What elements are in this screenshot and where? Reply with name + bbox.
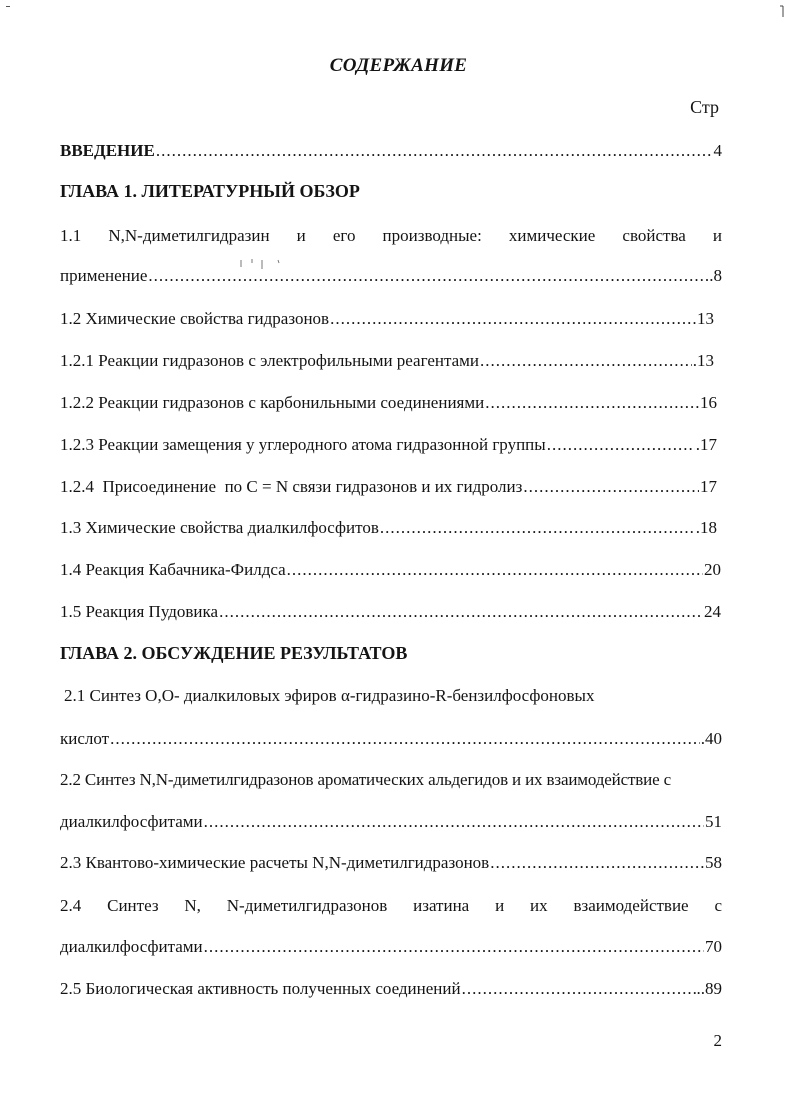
toc-entry-2-1-line2[interactable]: [60, 728, 722, 750]
leader-dots: [204, 936, 704, 958]
scan-mark: [6, 6, 10, 7]
leader-dots: [462, 978, 696, 1000]
toc-entry-text: диалкилфосфитами: [60, 937, 203, 956]
toc-entry-2-3[interactable]: [60, 852, 722, 874]
toc-entry-page: .40: [700, 729, 722, 748]
toc-entry-text: 1.3 Химические свойства диалкилфосфитов: [60, 518, 379, 537]
toc-entry-1-1-line2[interactable]: [60, 265, 722, 287]
leader-dots: [523, 476, 699, 498]
toc-entry-text: 1.5 Реакция Пудовика: [60, 602, 219, 621]
page-title: СОДЕРЖАНИЕ: [329, 55, 468, 76]
toc-entry-page: .13: [692, 351, 714, 370]
leader-dots: [380, 517, 695, 539]
toc-entry-page: 13: [697, 309, 714, 328]
toc-entry-2-1-line1[interactable]: 2.1 Синтез О,О- диалкиловых эфиров α-гидразино-R-бензилфосфоновых: [64, 686, 595, 705]
toc-entry-intro[interactable]: [60, 140, 722, 162]
toc-entry-text: 1.2.1 Реакции гидразонов с электрофильными реагентами: [60, 351, 480, 370]
toc-entry-1-2-2[interactable]: [60, 392, 717, 414]
leader-dots: [219, 601, 703, 623]
toc-entry-page: 51: [705, 812, 722, 831]
toc-entry-2-2-line1[interactable]: 2.2 Синтез N,N-диметилгидразонов ароматических альдегидов и их взаимодействие с: [60, 770, 671, 789]
leader-dots: [110, 728, 700, 750]
toc-entry-page: 20: [704, 560, 721, 579]
toc-entry-1-2-3[interactable]: [60, 434, 717, 456]
toc-entry-1-1-line1[interactable]: 1.1 N,N-диметилгидразин и его производные: химические свойства и: [60, 226, 722, 245]
toc-entry-1-2-4[interactable]: [60, 476, 717, 498]
leader-dots: [156, 140, 713, 162]
toc-entry-text: 1.2.3 Реакции замещения у углеродного атома гидразонной группы: [60, 435, 546, 454]
page-number: 2: [713, 1031, 722, 1050]
leader-dots: [490, 852, 704, 874]
chapter-2-heading: ГЛАВА 2. ОБСУЖДЕНИЕ РЕЗУЛЬТАТОВ: [60, 643, 408, 663]
toc-entry-page: .18: [695, 518, 717, 537]
toc-entry-page: .8: [709, 266, 722, 285]
toc-entry-text: 1.2 Химические свойства гидразонов: [60, 309, 330, 328]
toc-entry-2-2-line2[interactable]: [60, 811, 722, 833]
toc-entry-text: 2.3 Квантово-химические расчеты N,N-диметилгидразонов: [60, 853, 490, 872]
toc-entry-page: ..89: [696, 979, 722, 998]
toc-entry-page: 24: [704, 602, 721, 621]
toc-entry-1-2-1[interactable]: [60, 350, 714, 372]
toc-entry-2-5[interactable]: [60, 978, 722, 1000]
toc-entry-page: 58: [705, 853, 722, 872]
toc-entry-page: 70: [705, 937, 722, 956]
toc-entry-text: 2.5 Биологическая активность полученных соединений: [60, 979, 461, 998]
leader-dots: [148, 265, 708, 287]
toc-entry-page: 17: [700, 477, 717, 496]
toc-entry-text: применение: [60, 266, 148, 285]
leader-dots: [330, 308, 696, 330]
leader-dots: [287, 559, 703, 581]
toc-entry-text: кислот: [60, 729, 110, 748]
leader-dots: [485, 392, 699, 414]
toc-entry-2-4-line2[interactable]: [60, 936, 722, 958]
toc-entry-1-3[interactable]: [60, 517, 717, 539]
leader-dots: [547, 434, 695, 456]
toc-entry-1-5[interactable]: [60, 601, 721, 623]
toc-entry-page: 4: [713, 141, 722, 160]
leader-dots: [204, 811, 704, 833]
toc-entry-text: 1.4 Реакция Кабачника-Филдса: [60, 560, 286, 579]
toc-entry-text: 1.2.2 Реакции гидразонов с карбонильными соединениями: [60, 393, 485, 412]
toc-entry-page: .17: [695, 435, 717, 454]
toc-entry-text: диалкилфосфитами: [60, 812, 203, 831]
toc-entry-1-2[interactable]: [60, 308, 714, 330]
chapter-1-heading: ГЛАВА 1. ЛИТЕРАТУРНЫЙ ОБЗОР: [60, 181, 360, 201]
toc-entry-2-4-line1[interactable]: 2.4 Синтез N, N-диметилгидразонов изатина и их взаимодействие с: [60, 896, 722, 915]
toc-entry-1-4[interactable]: [60, 559, 721, 581]
toc-entry-text: 1.2.4 Присоединение по C = N связи гидразонов и их гидролиз: [60, 477, 523, 496]
toc-entry-text: ВВЕДЕНИЕ: [60, 141, 155, 160]
leader-dots: [480, 350, 692, 372]
page-column-label: Стр: [690, 97, 719, 117]
toc-entry-page: 16: [700, 393, 717, 412]
scan-mark: [779, 4, 785, 18]
